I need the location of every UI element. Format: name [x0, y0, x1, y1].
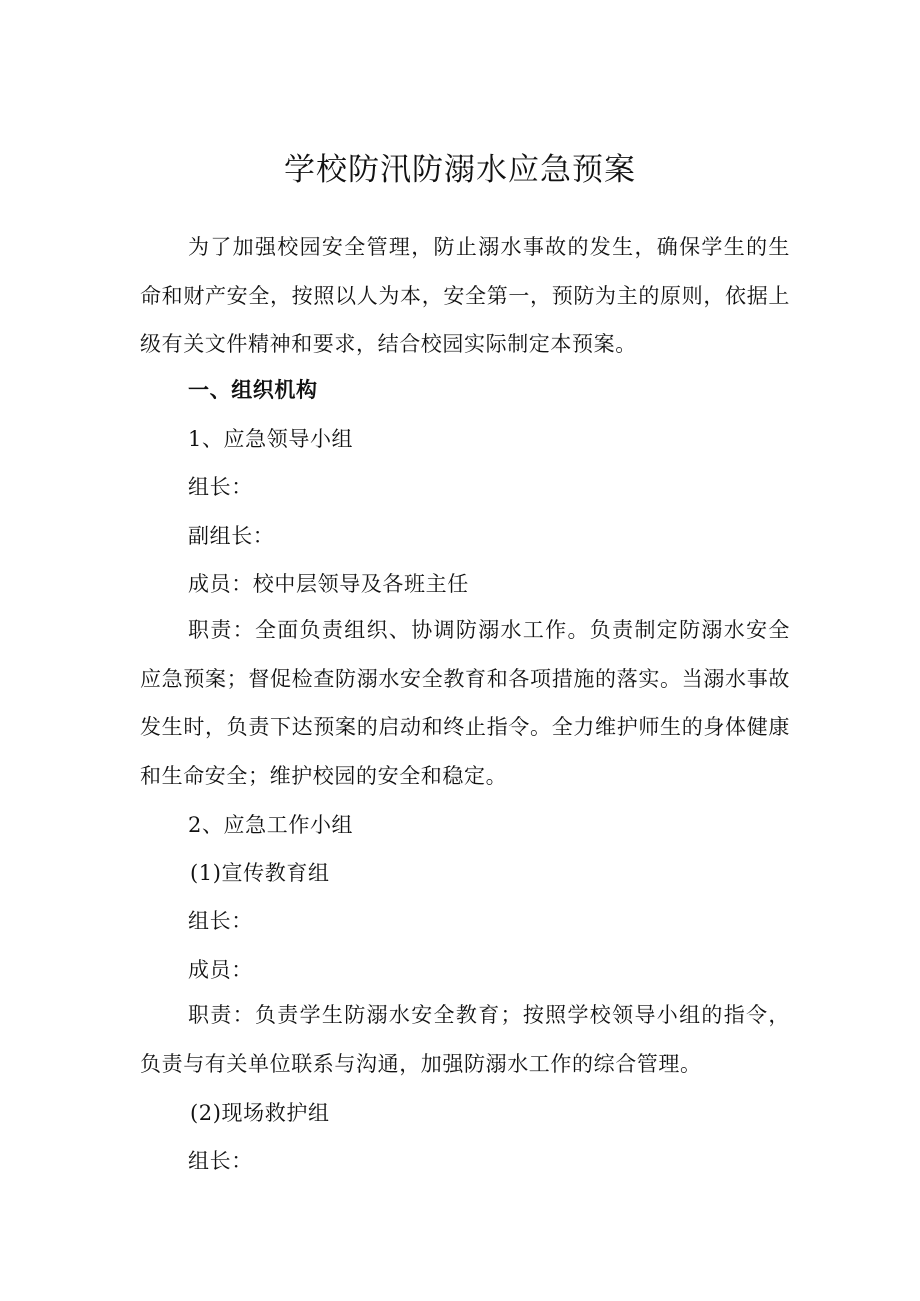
- group2-title: 2、应急工作小组: [188, 813, 354, 837]
- subgroup1-leader: 组长：: [188, 909, 253, 933]
- intro-paragraph: 为了加强校园安全管理，防止溺水事故的发生，确保学生的生命和财产安全，按照以人为本，安全第一，预防为主的原则，依据上级有关文件精神和要求，结合校园实际制定本预案。: [140, 235, 790, 356]
- subgroup1-title: (1)宣传教育组: [190, 861, 330, 885]
- group1-leader: 组长：: [188, 475, 253, 499]
- document-title: 学校防汛防溺水应急预案: [284, 152, 636, 188]
- subgroup2-title: (2)现场救护组: [190, 1101, 330, 1125]
- subgroup1-members: 成员：: [188, 958, 253, 982]
- group1-title: 1、应急领导小组: [188, 427, 354, 451]
- group1-vice-leader: 副组长：: [188, 524, 275, 548]
- subgroup2-leader: 组长：: [188, 1149, 253, 1173]
- group1-duty: 职责：全面负责组织、协调防溺水工作。负责制定防溺水安全应急预案；督促检查防溺水安全教育和各项措施的落实。当溺水事故发生时，负责下达预案的启动和终止指令。全力维护师生的身体健康和生命安全；维护校园的安全和稳定。: [140, 618, 790, 788]
- subgroup1-duty: 职责：负责学生防溺水安全教育；按照学校领导小组的指令，负责与有关单位联系与沟通，加强防溺水工作的综合管理。: [140, 1003, 790, 1076]
- group1-members: 成员：校中层领导及各班主任: [188, 572, 469, 596]
- section-heading-organization: 一、组织机构: [188, 378, 318, 402]
